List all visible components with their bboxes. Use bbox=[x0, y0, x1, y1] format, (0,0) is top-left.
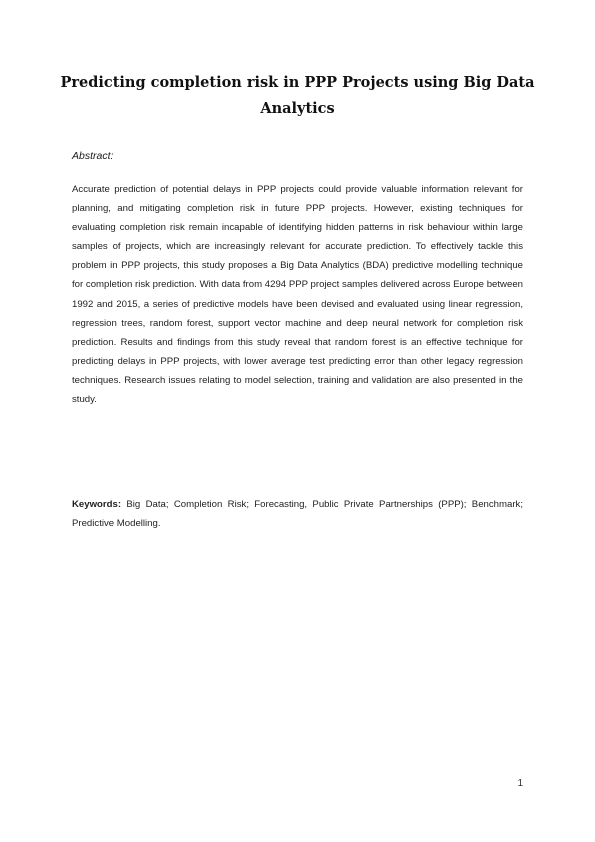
abstract-paragraph: Accurate prediction of potential delays in PPP projects could provide valuable information relevant for planning, and mitigating completion risk in future PPP projects. However, existing techniques for evaluating completion risk remain incapable of identifying hidden patterns in risk behaviour within large samples of projects, which are increasingly relevant for accurate prediction. To effectively tackle this problem in PPP projects, this study proposes a Big Data Analytics (BDA) predictive modelling technique for completion risk prediction. With data from 4294 PPP project samples delivered across Europe between 1992 and 2015, a series of predictive models have been devised and evaluated using linear regression, regression trees, random forest, support vector machine and deep neural network for completion risk prediction. Results and findings from this study reveal that random forest is an effective technique for predicting delays in PPP projects, with lower average test predicting error than other legacy regression techniques. Research issues relating to model selection, training and validation are also presented in the study. bbox=[72, 184, 523, 406]
paper-title: Predicting completion risk in PPP Projects using Big Data Analytics bbox=[60, 74, 535, 117]
page-number: 1 bbox=[517, 778, 523, 789]
keywords-label: Keywords: bbox=[72, 499, 122, 510]
keywords-paragraph bbox=[72, 495, 523, 533]
keywords-list: Big Data; Completion Risk; Forecasting, Public Private Partnerships (PPP); Benchmark; Predictive Modelling. bbox=[72, 499, 523, 530]
abstract-heading: Abstract: bbox=[72, 150, 114, 162]
